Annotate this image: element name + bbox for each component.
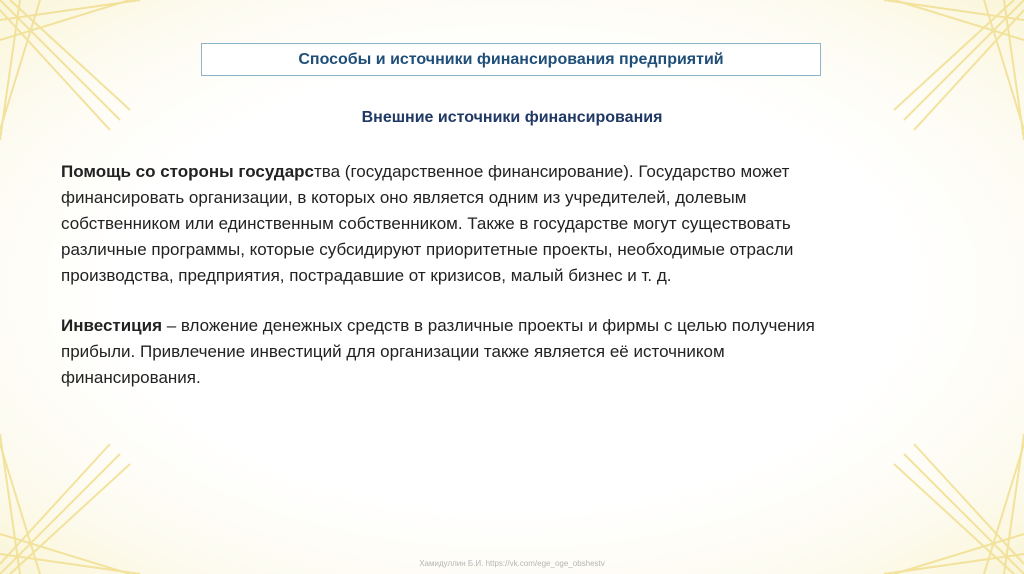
footer-credit: Хамидуллин Б.И. https://vk.com/ege_oge_obshestv bbox=[419, 559, 605, 568]
paragraph-line: производства, предприятия, пострадавшие от кризисов, малый бизнес и т. д. bbox=[61, 266, 672, 285]
paragraph-line: финансировать организации, в которых оно является одним из учредителей, долевым bbox=[61, 188, 747, 207]
slide-title-box bbox=[201, 43, 821, 76]
paragraph-line: финансирования. bbox=[61, 368, 201, 387]
slide-title: Способы и источники финансирования предприятий bbox=[298, 50, 724, 68]
corner-ornament-icon bbox=[844, 394, 1024, 574]
section-heading: Внешние источники финансирования bbox=[361, 109, 663, 126]
paragraph-line: – вложение денежных средств в различные проекты и фирмы с целью получения bbox=[162, 316, 815, 335]
paragraph-state-support bbox=[61, 159, 961, 289]
corner-ornament-icon bbox=[0, 0, 180, 180]
paragraph-line: прибыли. Привлечение инвестиций для организации также является её источником bbox=[61, 342, 725, 361]
paragraph-line: различные программы, которые субсидируют приоритетные проекты, необходимые отрасли bbox=[61, 240, 794, 259]
term-investment: Инвестиция bbox=[61, 316, 162, 335]
corner-ornament-icon bbox=[844, 0, 1024, 180]
paragraph-line: собственником или единственным собственником. Также в государстве могут существовать bbox=[61, 214, 791, 233]
term-state-support: Помощь со стороны государс bbox=[61, 162, 314, 181]
paragraph-line: тва (государственное финансирование). Государство может bbox=[314, 162, 790, 181]
paragraph-investment bbox=[61, 313, 961, 391]
corner-ornament-icon bbox=[0, 394, 180, 574]
